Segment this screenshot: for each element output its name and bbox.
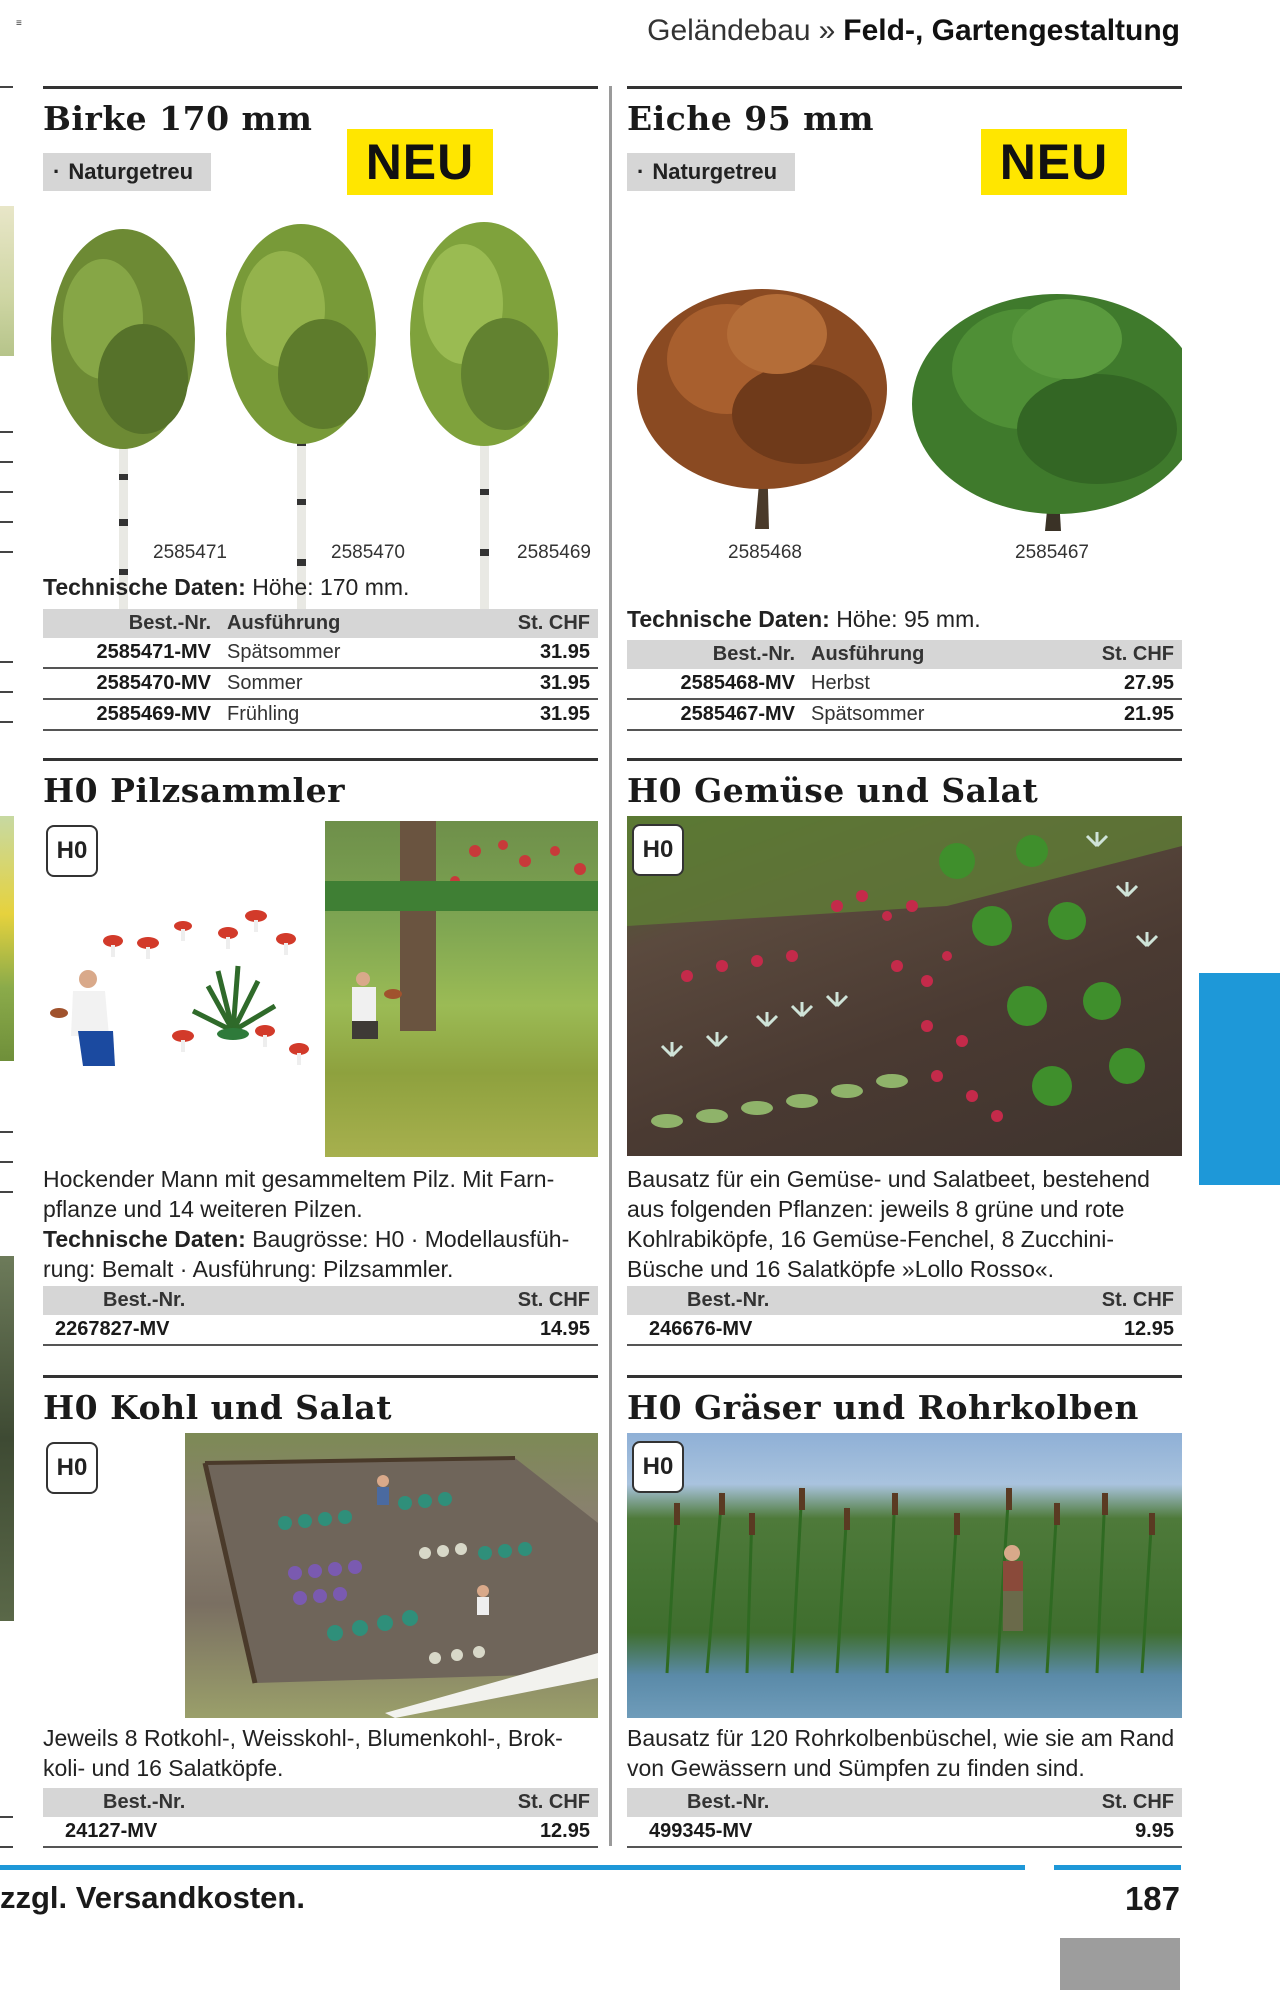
product-card-birke	[43, 86, 598, 729]
table-header-row	[43, 1788, 598, 1817]
table-header-row	[43, 609, 598, 638]
price: 14.95	[492, 1315, 598, 1345]
table-row[interactable]	[43, 1817, 598, 1847]
birch-tree-icon	[226, 224, 376, 629]
fern-plant-icon	[193, 966, 275, 1031]
column-header: St. CHF	[492, 1286, 598, 1315]
product-image-pilz-parts	[43, 871, 318, 1111]
tech-label: Technische Daten:	[627, 606, 830, 632]
feature-tag: · Naturgetreu	[627, 153, 795, 191]
price: 27.95	[1076, 669, 1182, 699]
scale-badge: H0	[46, 1442, 98, 1494]
breadcrumb	[647, 14, 1180, 48]
scale-badge: H0	[632, 824, 684, 876]
product-title: Eiche 95 mm	[627, 99, 875, 138]
price: 31.95	[492, 668, 598, 699]
variant: Spätsommer	[219, 638, 492, 668]
tech-label: Technische Daten:	[43, 1226, 246, 1252]
column-header: St. CHF	[1076, 640, 1182, 669]
product-card-graeser	[627, 1375, 1182, 1848]
order-number: 2585469-MV	[43, 699, 219, 730]
table-row[interactable]	[627, 669, 1182, 699]
table-row[interactable]	[43, 1315, 598, 1345]
column-header: St. CHF	[1076, 1286, 1182, 1315]
price: 12.95	[492, 1817, 598, 1847]
table-header-row	[43, 1286, 598, 1315]
new-badge: NEU	[981, 129, 1127, 195]
tech-text: Baugrösse: H0 · Modellausfüh-rung: Bemalt · Ausführung: Pilzsammler.	[43, 1226, 570, 1282]
order-number: 2585468-MV	[627, 669, 803, 699]
birch-tree-icon	[410, 222, 558, 629]
table-row[interactable]	[627, 699, 1182, 730]
variant: Frühling	[219, 699, 492, 730]
scale-badge: H0	[46, 825, 98, 877]
product-photo-kohl	[185, 1433, 598, 1718]
order-number: 2585471-MV	[43, 638, 219, 668]
price-table	[43, 609, 598, 731]
table-row[interactable]	[43, 668, 598, 699]
oak-tree-autumn-icon	[637, 289, 887, 529]
image-label: 2585469	[517, 542, 591, 563]
new-badge: NEU	[347, 129, 493, 195]
technical-data	[627, 606, 981, 633]
scale-badge: H0	[632, 1441, 684, 1493]
table-header-row	[627, 1788, 1182, 1817]
product-title: H0 Gräser und Rohrkolben	[627, 1388, 1139, 1427]
price-table	[627, 1788, 1182, 1848]
price: 9.95	[1076, 1817, 1182, 1847]
price-table	[627, 1286, 1182, 1346]
table-row[interactable]	[627, 1817, 1182, 1847]
oak-tree-summer-icon	[912, 294, 1182, 531]
column-header: Ausführung	[219, 609, 492, 638]
breadcrumb-current: Feld-, Gartengestaltung	[843, 14, 1180, 47]
technical-data	[43, 574, 409, 601]
menu-mark-icon: ≡	[16, 18, 22, 29]
breadcrumb-separator: »	[818, 14, 836, 47]
order-number: 2585467-MV	[627, 699, 803, 730]
feature-tag: · Naturgetreu	[43, 153, 211, 191]
product-photo-gemuese	[627, 816, 1182, 1156]
footer-rule-right	[1054, 1865, 1181, 1870]
price: 21.95	[1076, 699, 1182, 730]
table-header-row	[627, 1286, 1182, 1315]
column-header: Ausführung	[803, 640, 1076, 669]
tech-text: Höhe: 95 mm.	[836, 606, 981, 632]
footer-rule-left	[0, 1865, 1025, 1870]
image-label: 2585467	[1015, 542, 1089, 563]
column-header: St. CHF	[492, 609, 598, 638]
birch-tree-icon	[51, 229, 195, 629]
column-header: Best.-Nr.	[627, 640, 803, 669]
product-title: Birke 170 mm	[43, 99, 313, 138]
price: 31.95	[492, 638, 598, 668]
column-header: St. CHF	[1076, 1788, 1182, 1817]
product-description: Hockender Mann mit gesammeltem Pilz. Mit Farn-pflanze und 14 weiteren Pilzen.	[43, 1166, 555, 1222]
column-header: Best.-Nr.	[43, 1286, 492, 1315]
order-number: 499345-MV	[627, 1817, 1076, 1847]
column-header: Best.-Nr.	[43, 609, 219, 638]
table-row[interactable]	[627, 1315, 1182, 1345]
column-header: Best.-Nr.	[627, 1286, 1076, 1315]
product-card-gemuese	[627, 758, 1182, 1351]
order-number: 246676-MV	[627, 1315, 1076, 1345]
feature-tag-label: Naturgetreu	[68, 159, 194, 184]
variant: Sommer	[219, 668, 492, 699]
image-label: 2585470	[331, 542, 405, 563]
product-card-eiche	[627, 86, 1182, 729]
order-number: 2585470-MV	[43, 668, 219, 699]
price: 12.95	[1076, 1315, 1182, 1345]
column-header: St. CHF	[492, 1788, 598, 1817]
chapter-side-tab[interactable]	[1199, 973, 1280, 1185]
table-row[interactable]	[43, 699, 598, 730]
image-label: 2585471	[153, 542, 227, 563]
column-header: Best.-Nr.	[627, 1788, 1076, 1817]
order-number: 24127-MV	[43, 1817, 492, 1847]
tech-label: Technische Daten:	[43, 574, 246, 600]
table-header-row	[627, 640, 1182, 669]
column-header: Best.-Nr.	[43, 1788, 492, 1817]
page-number: 187	[1124, 1880, 1180, 1917]
order-number: 2267827-MV	[43, 1315, 492, 1345]
tech-text: Höhe: 170 mm.	[252, 574, 410, 600]
variant: Spätsommer	[803, 699, 1076, 730]
product-card-kohl	[43, 1375, 598, 1848]
product-image-eiche	[627, 239, 1182, 629]
mushroom-picker-figure-icon	[50, 970, 115, 1066]
product-photo-graeser	[627, 1433, 1182, 1718]
product-photo-pilzsammler	[325, 821, 598, 1157]
page-corner-block	[1060, 1938, 1180, 1990]
feature-tag-label: Naturgetreu	[652, 159, 778, 184]
product-title: H0 Pilzsammler	[43, 771, 345, 810]
breadcrumb-parent[interactable]: Geländebau	[647, 14, 811, 47]
product-description: Bausatz für 120 Rohrkolbenbüschel, wie sie am Rand von Gewässern und Sümpfen zu finden sind.	[627, 1725, 1175, 1781]
column-divider	[609, 86, 612, 1846]
price-table	[43, 1788, 598, 1848]
product-card-pilzsammler	[43, 758, 598, 1351]
technical-data	[43, 1224, 598, 1284]
cattail-icon	[667, 1488, 1152, 1673]
product-description: Bausatz für ein Gemüse- und Salatbeet, bestehend aus folgenden Pflanzen: jeweils 8 grüne und rote Kohlrabiköpfe, 16 Gemüse-Fenchel, 8 Zucchini-Büsche und 16 Salatköpfe »Lollo Rosso«.	[627, 1166, 1150, 1282]
mushroom-icon	[103, 910, 309, 1055]
table-row[interactable]	[43, 638, 598, 668]
price-table	[627, 640, 1182, 731]
product-title: H0 Gemüse und Salat	[627, 771, 1039, 810]
image-label: 2585468	[728, 542, 802, 563]
price-table	[43, 1286, 598, 1346]
previous-page-edge	[0, 86, 14, 1866]
product-title: H0 Kohl und Salat	[43, 1388, 393, 1427]
shipping-note: zzgl. Versandkosten.	[0, 1880, 305, 1915]
variant: Herbst	[803, 669, 1076, 699]
price: 31.95	[492, 699, 598, 730]
product-description: Jeweils 8 Rotkohl-, Weisskohl-, Blumenkohl-, Brok-koli- und 16 Salatköpfe.	[43, 1725, 563, 1781]
